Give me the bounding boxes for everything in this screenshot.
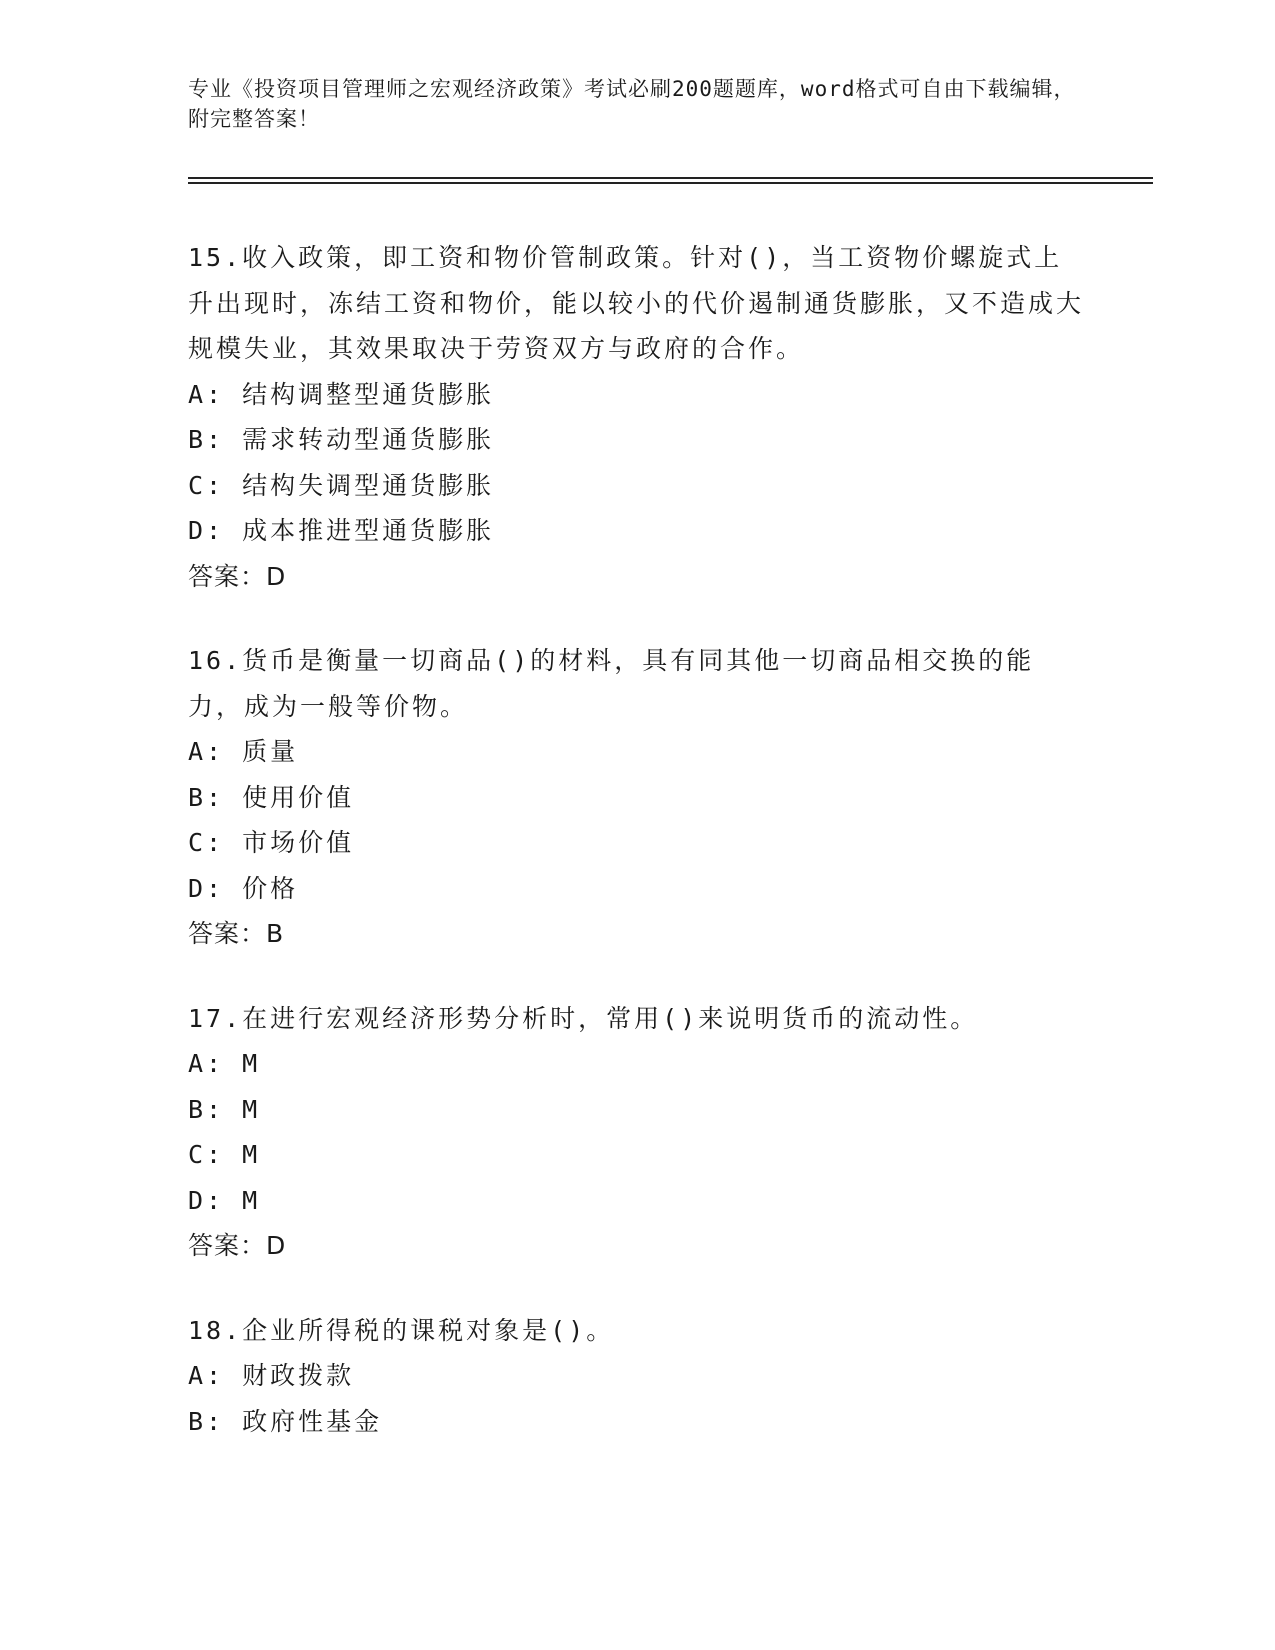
header-rule-top [188, 177, 1153, 179]
option-a: A: 结构调整型通货膨胀 [188, 379, 495, 409]
option-b: B: M [188, 1094, 261, 1124]
option-c: C: M [188, 1140, 261, 1169]
option-d: D: 成本推进型通货膨胀 [188, 516, 495, 545]
option-a: A: M [188, 1049, 261, 1078]
question-text: 15.收入政策，即工资和物价管制政策。针对()，当工资物价螺旋式上升出现时，冻结工资和物价，能以较小的代价遏制通货膨胀，又不造成大规模失业，其效果取决于劳资双方与政府的合作。 [188, 243, 1085, 363]
question-15 [188, 235, 1088, 599]
option-b: B: 需求转动型通货膨胀 [188, 425, 495, 454]
option-b: B: 政府性基金 [188, 1406, 383, 1436]
question-18 [188, 1308, 1088, 1445]
answer: 答案：B [188, 919, 285, 948]
question-16 [188, 638, 1088, 957]
question-text: 18.企业所得税的课税对象是()。 [188, 1315, 615, 1345]
option-b: B: 使用价值 [188, 782, 355, 812]
option-d: D: M [188, 1185, 261, 1215]
option-a: A: 质量 [188, 737, 299, 766]
option-a: A: 财政拨款 [188, 1361, 355, 1390]
option-d: D: 价格 [188, 873, 299, 903]
option-c: C: 结构失调型通货膨胀 [188, 470, 495, 500]
question-text: 17.在进行宏观经济形势分析时，常用()来说明货币的流动性。 [188, 1003, 979, 1033]
document-header: 专业《投资项目管理师之宏观经济政策》考试必刷200题题库，word格式可自由下载编辑，附完整答案！ [188, 77, 1076, 131]
question-list [188, 235, 1088, 1483]
answer: 答案：D [188, 561, 287, 591]
question-text: 16.货币是衡量一切商品()的材料，具有同其他一切商品相交换的能力，成为一般等价物。 [188, 646, 1035, 721]
header-rule-bottom [188, 182, 1153, 184]
option-c: C: 市场价值 [188, 828, 355, 857]
question-17 [188, 996, 1088, 1269]
answer: 答案：D [188, 1231, 287, 1260]
